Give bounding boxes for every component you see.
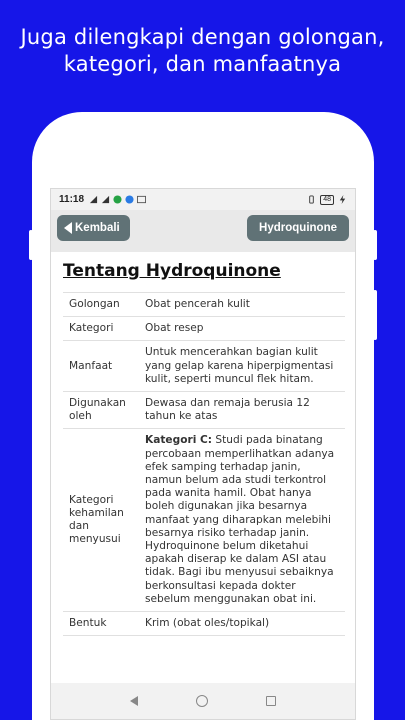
- promo-headline-line1: Juga dilengkapi dengan golongan,: [20, 25, 385, 49]
- promo-headline: [0, 24, 405, 78]
- row-key: Digunakan oleh: [63, 392, 139, 429]
- drug-name-label: Hydroquinone: [259, 222, 337, 234]
- back-arrow-icon: [64, 222, 72, 234]
- table-row: [63, 341, 345, 392]
- row-key: Kategori: [63, 317, 139, 341]
- messenger-icon: [125, 195, 134, 204]
- table-row: [63, 293, 345, 317]
- signal-icon: [89, 195, 98, 204]
- image-icon: [137, 195, 146, 204]
- nav-home-icon[interactable]: [196, 695, 208, 707]
- pregnancy-category-text: Studi pada binatang percobaan memperlihatkan adanya efek samping terhadap janin, namun belum ada studi terkontrol pada wanita hamil. Obat hanya boleh digunakan jika besarnya manfaat yang diharapkan melebihi besarnya risiko terhadap janin. Hydroquinone belum diketahui apakah diserap ke dalam ASI atau tidak. Bagi ibu menyusui sebaiknya berkonsultasi kepada dokter sebelum menggunakan obat ini.: [145, 434, 335, 605]
- status-bar: [51, 189, 355, 210]
- pregnancy-category-label: Kategori C:: [145, 434, 213, 447]
- system-nav-bar: [51, 683, 355, 719]
- info-table: [63, 292, 345, 636]
- nav-recents-icon[interactable]: [266, 696, 276, 706]
- back-button-label: Kembali: [75, 222, 120, 234]
- app-bar: [51, 210, 355, 252]
- status-icons: [89, 195, 146, 204]
- table-row: [63, 392, 345, 429]
- table-row: [63, 429, 345, 612]
- battery-icon: 48: [320, 195, 334, 205]
- signal-icon: [101, 195, 110, 204]
- row-key: Golongan: [63, 293, 139, 317]
- status-right: [307, 195, 347, 205]
- charging-icon: [338, 195, 347, 204]
- phone-side-button: [373, 230, 377, 260]
- table-row: [63, 612, 345, 636]
- phone-side-button: [29, 230, 33, 260]
- status-time: 11:18: [59, 194, 85, 205]
- row-value: Obat resep: [139, 317, 345, 341]
- row-value: Dewasa dan remaja berusia 12 tahun ke atas: [139, 392, 345, 429]
- content-area: [51, 261, 355, 636]
- nav-back-icon[interactable]: [130, 696, 138, 706]
- row-key: Kategori kehamilan dan menyusui: [63, 429, 139, 612]
- drug-name-button[interactable]: [247, 215, 349, 241]
- row-value: Untuk mencerahkan bagian kulit yang gelap karena hiperpigmentasi kulit, seperti muncul flek hitam.: [139, 341, 345, 392]
- phone-side-button: [373, 290, 377, 340]
- row-key: Manfaat: [63, 341, 139, 392]
- vibrate-icon: [307, 195, 316, 204]
- row-value: Krim (obat oles/topikal): [139, 612, 345, 636]
- phone-screen: [50, 188, 356, 720]
- table-row: [63, 317, 345, 341]
- promo-headline-line2: kategori, dan manfaatnya: [63, 52, 342, 76]
- whatsapp-icon: [113, 195, 122, 204]
- back-button[interactable]: [57, 215, 130, 241]
- row-value: [139, 429, 345, 612]
- row-key: Bentuk: [63, 612, 139, 636]
- row-value: Obat pencerah kulit: [139, 293, 345, 317]
- page-title: Tentang Hydroquinone: [63, 261, 281, 281]
